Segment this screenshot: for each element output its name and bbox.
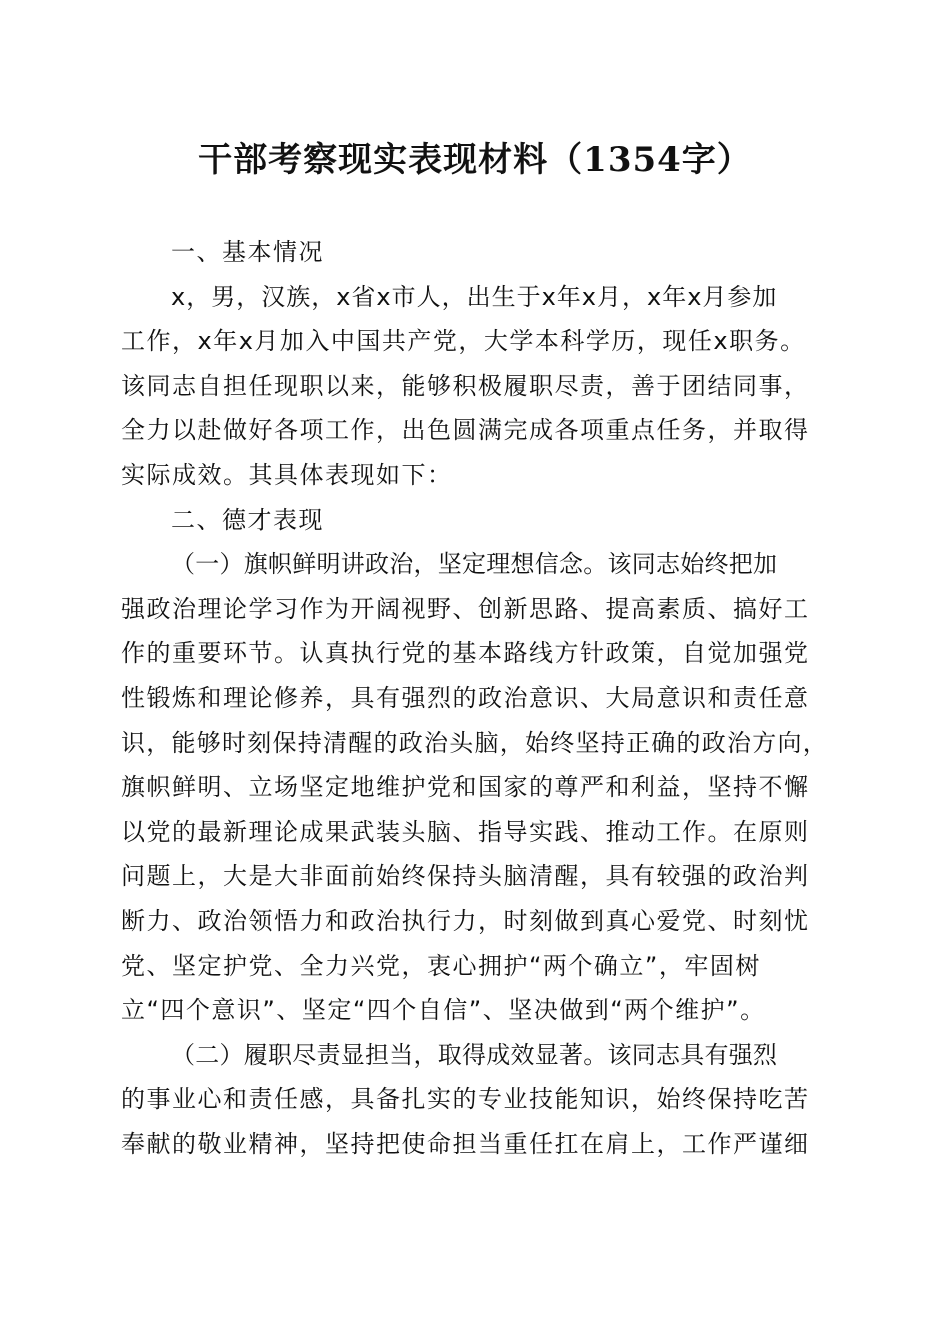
text-line: 作的重要环节。认真执行党的基本路线方针政策，自觉加强党 <box>121 639 810 668</box>
text-line: 全力以赴做好各项工作，出色圆满完成各项重点任务，并取得 <box>121 416 810 445</box>
text-line: （一）旗帜鲜明讲政治，坚定理想信念。该同志始终把加 <box>171 550 778 579</box>
text-line: 党、坚定护党、全力兴党，衷心拥护“两个确立”，牢固树 <box>121 951 761 980</box>
document-body <box>121 230 833 1166</box>
text-line: 性锻炼和理论修养，具有强烈的政治意识、大局意识和责任意 <box>121 683 810 712</box>
paragraph-duty <box>121 1033 833 1167</box>
text-line: （二）履职尽责显担当，取得成效显著。该同志具有强烈 <box>171 1040 778 1069</box>
text-line: 实际成效。其具体表现如下： <box>121 460 453 489</box>
text-line: 问题上，大是大非面前始终保持头脑清醒，具有较强的政治判 <box>121 862 810 891</box>
text-line: 断力、政治领悟力和政治执行力，时刻做到真心爱党、时刻忧 <box>121 906 810 935</box>
text-line: 工作，x年x月加入中国共产党，大学本科学历，现任x职务。 <box>121 327 806 356</box>
document-title: 干部考察现实表现材料（1354字） <box>198 140 752 180</box>
paragraph-basic-info <box>121 275 833 498</box>
section-heading-basic-info: 一、基本情况 <box>171 238 324 266</box>
section-heading-performance: 二、德才表现 <box>171 505 324 534</box>
text-line: 的事业心和责任感，具备扎实的专业技能知识，始终保持吃苦 <box>121 1085 810 1114</box>
text-line: 立“四个意识”、坚定“四个自信”、坚决做到“两个维护”。 <box>121 996 766 1025</box>
text-line: x，男，汉族，x省x市人，出生于x年x月，x年x月参加 <box>171 282 778 311</box>
text-line: 旗帜鲜明、立场坚定地维护党和国家的尊严和利益，坚持不懈 <box>121 773 810 802</box>
paragraph-politics <box>121 542 833 1033</box>
text-line: 以党的最新理论成果武装头脑、指导实践、推动工作。在原则 <box>121 817 810 846</box>
text-line: 强政治理论学习作为开阔视野、创新思路、提高素质、搞好工 <box>121 594 810 623</box>
text-line: 识，能够时刻保持清醒的政治头脑，始终坚持正确的政治方向， <box>121 728 828 757</box>
text-line: 奉献的敬业精神，坚持把使命担当重任扛在肩上，工作严谨细 <box>121 1129 810 1158</box>
text-line: 该同志自担任现职以来，能够积极履职尽责，善于团结同事， <box>121 371 810 400</box>
